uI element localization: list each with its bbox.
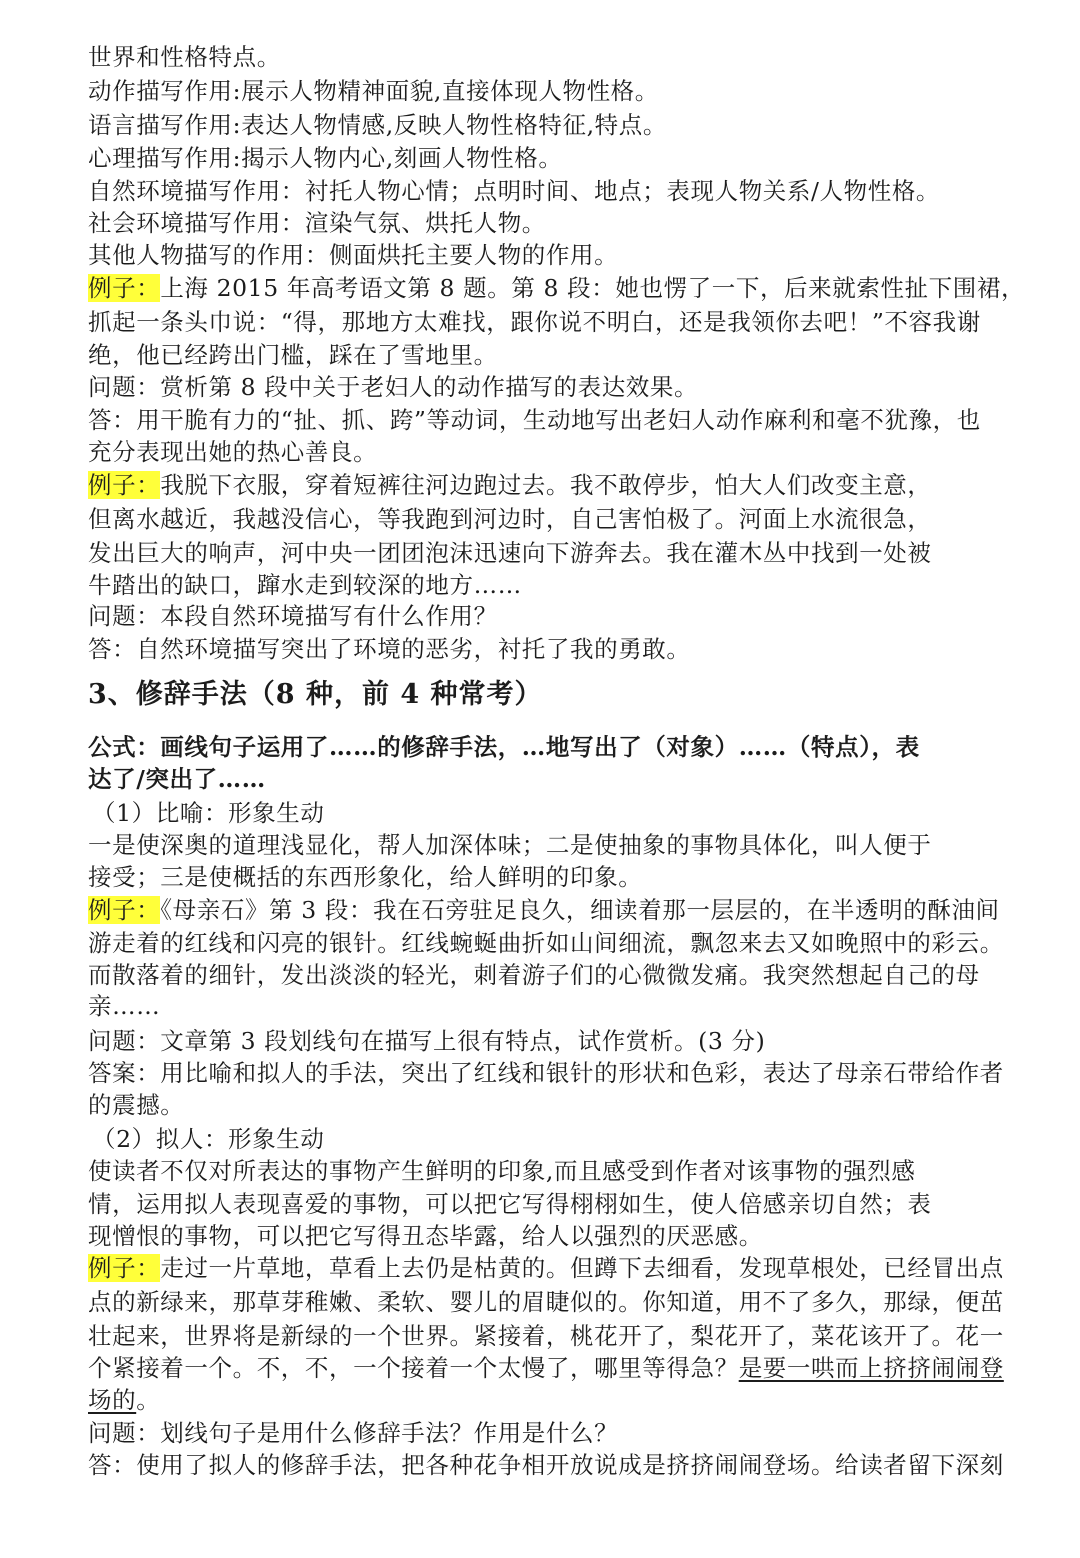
text-line: 一是使深奥的道理浅显化，帮人加深体味；二是使抽象的事物具体化，叫人便于 (88, 831, 932, 859)
text-line: 绝，他已经跨出门槛，踩在了雪地里。 (88, 341, 498, 369)
text-line: 答：自然环境描写突出了环境的恶劣，衬托了我的勇敢。 (88, 635, 691, 663)
text-line: 答案：用比喻和拟人的手法，突出了红线和银针的形状和色彩，表达了母亲石带给作者 (88, 1059, 1004, 1087)
text-line: 发出巨大的响声，河中央一团团泡沫迅速向下游奔去。我在灌木丛中找到一处被 (88, 539, 932, 567)
text-line: 语言描写作用:表达人物情感,反映人物性格特征,特点。 (88, 111, 667, 139)
text-line: 使读者不仅对所表达的事物产生鲜明的印象,而且感受到作者对该事物的强烈感 (88, 1157, 916, 1185)
text-line: 《母亲石》第 3 段：我在石旁驻足良久，细读着那一层层的，在半透明的酥油间 (160, 896, 1000, 924)
example-label: 例子： (88, 471, 161, 499)
text-line: 点的新绿来，那草芽稚嫩、柔软、婴儿的眉睫似的。你知道，用不了多久，那绿，便茁 (88, 1288, 1004, 1316)
example-line (88, 1253, 1004, 1283)
text-line: 但离水越近，我越没信心，等我跑到河边时，自己害怕极了。河面上水流很急， (88, 505, 932, 533)
example-label: 例子： (88, 1254, 161, 1282)
text-line: 问题：赏析第 8 段中关于老妇人的动作描写的表达效果。 (88, 373, 699, 401)
example-line (88, 273, 1026, 303)
text-line: 现憎恨的事物，可以把它写得丑态毕露，给人以强烈的厌恶感。 (88, 1222, 763, 1250)
text-line (88, 1353, 1004, 1383)
text-line: 我脱下衣服，穿着短裤往河边跑过去。我不敢停步，怕大人们改变主意， (160, 471, 932, 499)
text-line: 接受；三是使概括的东西形象化，给人鲜明的印象。 (88, 863, 643, 891)
example-label: 例子： (88, 896, 161, 924)
text-line: 游走着的红线和闪亮的银针。红线蜿蜒曲折如山间细流，飘忽来去又如晚照中的彩云。 (88, 929, 1004, 957)
example-line (88, 895, 1000, 925)
text-line (88, 1385, 968, 1415)
text-line: 其他人物描写的作用：侧面烘托主要人物的作用。 (88, 241, 619, 269)
text-line: 自然环境描写作用：衬托人物心情；点明时间、地点；表现人物关系/人物性格。 (88, 177, 941, 205)
formula-line: 公式：画线句子运用了……的修辞手法，…地写出了（对象）……（特点），表 (88, 733, 920, 761)
underlined-sentence: 是要一哄而上挤挤闹闹登 (738, 1354, 1004, 1382)
section-heading: 3、修辞手法（8 种，前 4 种常考） (88, 679, 543, 710)
text-line: 充分表现出她的热心善良。 (88, 438, 378, 466)
text-line: 牛踏出的缺口，蹿水走到较深的地方…… (88, 571, 522, 599)
text-line: 动作描写作用:展示人物精神面貌,直接体现人物性格。 (88, 77, 659, 105)
text-line: 答：使用了拟人的修辞手法，把各种花争相开放说成是挤挤闹闹登场。给读者留下深刻 (88, 1451, 1004, 1479)
text-line: 壮起来，世界将是新绿的一个世界。紧接着，桃花开了，梨花开了，菜花该开了。花一 (88, 1322, 1004, 1350)
text-line: 亲…… (88, 992, 161, 1020)
underlined-sentence: 场的 (88, 1386, 137, 1414)
text-line: 情，运用拟人表现喜爱的事物，可以把它写得栩栩如生，使人倍感亲切自然；表 (88, 1190, 932, 1218)
text-line: 的震撼。 (88, 1091, 185, 1119)
text-segment: 个紧接着一个。不，不，一个接着一个太慢了，哪里等得急？ (88, 1354, 739, 1382)
text-line: 答：用干脆有力的“扯、抓、跨”等动词，生动地写出老妇人动作麻利和毫不犹豫，也 (88, 406, 981, 434)
text-line: 世界和性格特点。 (88, 43, 281, 71)
text-line: 问题：划线句子是用什么修辞手法？作用是什么？ (88, 1419, 619, 1447)
text-segment: 。 (136, 1386, 161, 1414)
text-line: 而散落着的细针，发出淡淡的轻光，刺着游子们的心微微发痛。我突然想起自己的母 (88, 961, 980, 989)
text-line: 抓起一条头巾说：“得，那地方太难找，跟你说不明白，还是我领你去吧！”不容我谢 (88, 308, 981, 336)
text-line: 心理描写作用:揭示人物内心,刻画人物性格。 (88, 144, 563, 172)
text-line: 走过一片草地，草看上去仍是枯黄的。但蹲下去细看，发现草根处，已经冒出点 (160, 1254, 1004, 1282)
example-label: 例子： (88, 274, 161, 302)
subheading: （1）比喻：形象生动 (92, 799, 325, 827)
formula-line: 达了/突出了…… (88, 765, 266, 793)
subheading: （2）拟人：形象生动 (92, 1125, 325, 1153)
text-line: 问题：文章第 3 段划线句在描写上很有特点，试作赏析。(3 分) (88, 1027, 766, 1055)
text-line: 上海 2015 年高考语文第 8 题。第 8 段：她也愣了一下，后来就索性扯下围裙， (160, 274, 1026, 302)
example-line (88, 470, 968, 500)
text-line: 社会环境描写作用：渲染气氛、烘托人物。 (88, 209, 546, 237)
text-line: 问题：本段自然环境描写有什么作用？ (88, 602, 498, 630)
